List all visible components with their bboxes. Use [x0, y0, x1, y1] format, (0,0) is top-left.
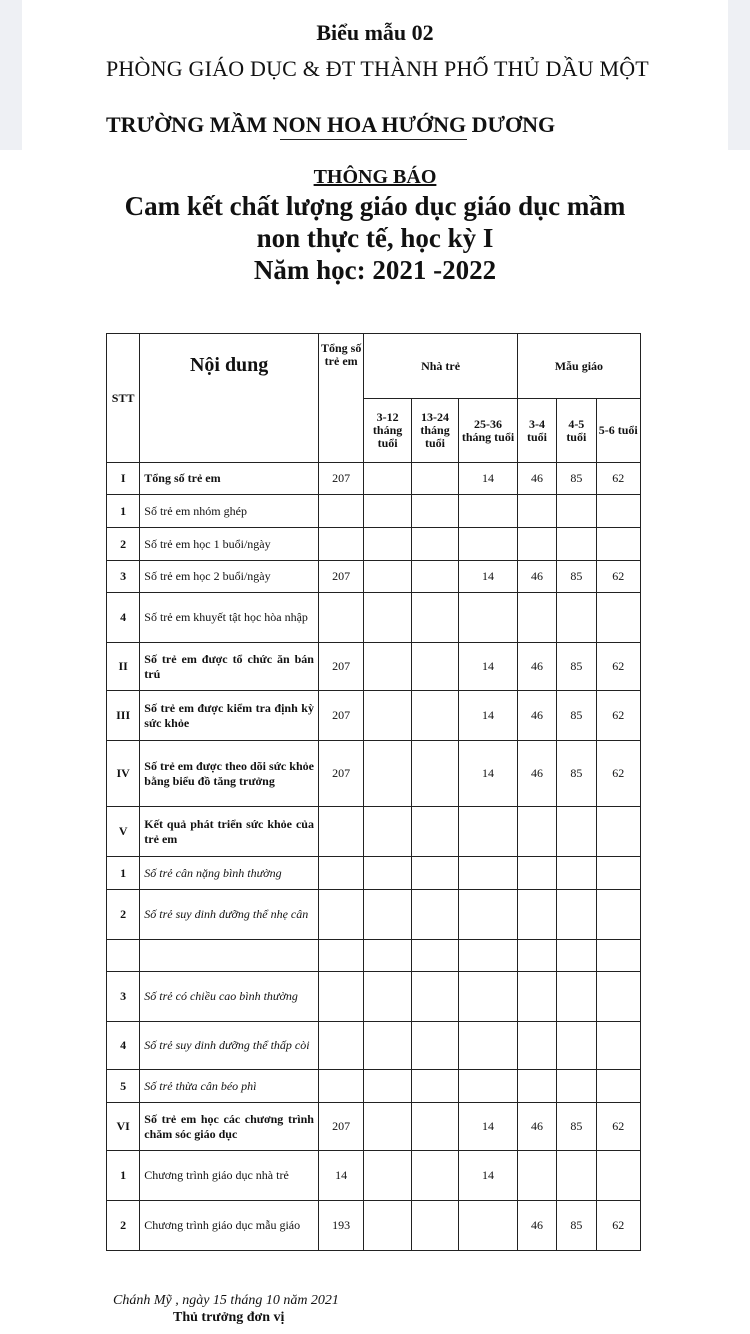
department-name: PHÒNG GIÁO DỤC & ĐT THÀNH PHỐ THỦ DẦU MỘT: [106, 56, 649, 81]
row-total: [318, 807, 363, 857]
table-row: [107, 561, 641, 593]
row-age-3-4: 46: [517, 643, 556, 691]
notice-label: THÔNG BÁO: [313, 166, 437, 188]
row-age-3-4: [517, 528, 556, 561]
header-underline: [280, 139, 467, 140]
row-age-5-6: 62: [596, 463, 641, 495]
row-content: Số trẻ em học 2 buổi/ngày: [140, 561, 319, 593]
row-stt: 2: [107, 890, 140, 940]
signature-date: Chánh Mỹ , ngày 15 tháng 10 năm 2021: [113, 1293, 339, 1308]
row-age-5-6: [596, 1070, 641, 1103]
header-content: Nội dung: [140, 334, 319, 463]
row-total: 207: [318, 561, 363, 593]
row-age-13-24: [411, 643, 458, 691]
title-line-3: Năm học: 2021 -2022: [253, 255, 497, 285]
row-content: Chương trình giáo dục mẫu giáo: [140, 1201, 319, 1251]
page-margin-right: [728, 150, 750, 1334]
row-stt: 4: [107, 1022, 140, 1070]
row-total: [318, 593, 363, 643]
row-total: [318, 1022, 363, 1070]
row-age-5-6: [596, 940, 641, 972]
row-age-3-4: [517, 857, 556, 890]
row-age-5-6: [596, 495, 641, 528]
row-age-25-36: [459, 807, 518, 857]
row-age-3-12: [364, 857, 411, 890]
row-stt: 2: [107, 528, 140, 561]
table-row: [107, 495, 641, 528]
row-age-25-36: [459, 528, 518, 561]
row-age-3-4: [517, 890, 556, 940]
table-row: [107, 741, 641, 807]
row-age-3-12: [364, 495, 411, 528]
row-age-25-36: [459, 940, 518, 972]
row-age-3-12: [364, 807, 411, 857]
row-age-13-24: [411, 495, 458, 528]
row-age-5-6: 62: [596, 1103, 641, 1151]
row-age-3-12: [364, 890, 411, 940]
header-age-25-36: 25-36 tháng tuổi: [459, 399, 518, 463]
row-age-3-12: [364, 643, 411, 691]
table-row: [107, 593, 641, 643]
row-content: Số trẻ em học các chương trình chăm sóc giáo dục: [140, 1103, 319, 1151]
row-age-4-5: 85: [557, 1201, 596, 1251]
row-total: [318, 1070, 363, 1103]
row-age-3-4: 46: [517, 463, 556, 495]
row-age-3-12: [364, 1201, 411, 1251]
row-age-4-5: 85: [557, 1103, 596, 1151]
row-content: [140, 940, 319, 972]
row-total: [318, 972, 363, 1022]
header-age-13-24: 13-24 tháng tuổi: [411, 399, 458, 463]
row-age-5-6: [596, 857, 641, 890]
row-age-5-6: [596, 528, 641, 561]
school-name: TRƯỜNG MẦM NON HOA HƯỚNG DƯƠNG: [106, 112, 556, 137]
table-row: [107, 1103, 641, 1151]
row-age-4-5: [557, 940, 596, 972]
row-content: Số trẻ em nhóm ghép: [140, 495, 319, 528]
row-age-25-36: 14: [459, 1103, 518, 1151]
title-line-2: non thực tế, học kỳ I: [256, 223, 494, 253]
row-age-3-12: [364, 463, 411, 495]
row-stt: IV: [107, 741, 140, 807]
row-content: Số trẻ em được theo dõi sức khỏe bằng biểu đồ tăng trưởng: [140, 741, 319, 807]
row-age-4-5: [557, 495, 596, 528]
row-age-3-12: [364, 691, 411, 741]
row-stt: II: [107, 643, 140, 691]
row-total: 14: [318, 1151, 363, 1201]
row-age-13-24: [411, 1201, 458, 1251]
row-total: 207: [318, 643, 363, 691]
row-age-4-5: 85: [557, 643, 596, 691]
row-age-3-4: [517, 593, 556, 643]
row-age-3-4: [517, 807, 556, 857]
table-row: [107, 972, 641, 1022]
row-age-3-4: [517, 1022, 556, 1070]
table-row: [107, 528, 641, 561]
row-stt: III: [107, 691, 140, 741]
quality-table: [106, 333, 641, 1251]
row-content: Số trẻ em học 1 buổi/ngày: [140, 528, 319, 561]
row-stt: V: [107, 807, 140, 857]
row-stt: 5: [107, 1070, 140, 1103]
table-row: [107, 1070, 641, 1103]
row-age-3-4: [517, 972, 556, 1022]
row-stt: [107, 940, 140, 972]
row-age-4-5: [557, 528, 596, 561]
row-age-13-24: [411, 593, 458, 643]
row-age-25-36: [459, 1070, 518, 1103]
row-total: 207: [318, 691, 363, 741]
row-age-3-4: [517, 940, 556, 972]
row-age-4-5: [557, 1151, 596, 1201]
row-age-25-36: 14: [459, 691, 518, 741]
header-age-3-4: 3-4 tuổi: [517, 399, 556, 463]
row-age-25-36: 14: [459, 561, 518, 593]
table-row: [107, 463, 641, 495]
row-age-13-24: [411, 1103, 458, 1151]
row-content: Số trẻ cân nặng bình thường: [140, 857, 319, 890]
row-total: [318, 890, 363, 940]
row-content: Số trẻ em khuyết tật học hòa nhập: [140, 593, 319, 643]
row-age-3-12: [364, 940, 411, 972]
row-age-25-36: [459, 890, 518, 940]
row-age-3-12: [364, 1151, 411, 1201]
row-content: Chương trình giáo dục nhà trẻ: [140, 1151, 319, 1201]
row-total: 207: [318, 741, 363, 807]
row-age-4-5: [557, 890, 596, 940]
row-stt: 1: [107, 857, 140, 890]
row-stt: VI: [107, 1103, 140, 1151]
row-age-13-24: [411, 561, 458, 593]
row-age-5-6: 62: [596, 561, 641, 593]
row-total: 207: [318, 463, 363, 495]
row-age-4-5: 85: [557, 463, 596, 495]
row-age-3-12: [364, 561, 411, 593]
row-age-13-24: [411, 1151, 458, 1201]
row-age-3-4: [517, 1070, 556, 1103]
header-age-3-12: 3-12 tháng tuổi: [364, 399, 411, 463]
row-stt: 2: [107, 1201, 140, 1251]
row-age-4-5: [557, 1022, 596, 1070]
row-age-25-36: 14: [459, 1151, 518, 1201]
row-content: Số trẻ thừa cân béo phì: [140, 1070, 319, 1103]
row-content: Số trẻ em được kiểm tra định kỳ sức khỏe: [140, 691, 319, 741]
row-age-3-4: 46: [517, 741, 556, 807]
row-total: 207: [318, 1103, 363, 1151]
row-content: Số trẻ em được tổ chức ăn bán trú: [140, 643, 319, 691]
row-age-5-6: [596, 1022, 641, 1070]
row-age-4-5: [557, 972, 596, 1022]
row-age-13-24: [411, 463, 458, 495]
row-age-13-24: [411, 528, 458, 561]
row-age-5-6: 62: [596, 643, 641, 691]
table-row: [107, 1151, 641, 1201]
row-stt: 3: [107, 972, 140, 1022]
row-age-13-24: [411, 1022, 458, 1070]
row-age-3-4: 46: [517, 561, 556, 593]
row-age-25-36: [459, 495, 518, 528]
row-age-25-36: [459, 593, 518, 643]
header-age-4-5: 4-5 tuổi: [557, 399, 596, 463]
row-age-4-5: 85: [557, 561, 596, 593]
row-age-3-4: [517, 1151, 556, 1201]
row-age-5-6: 62: [596, 1201, 641, 1251]
header-nursery: Nhà trẻ: [364, 334, 517, 399]
table-row: [107, 890, 641, 940]
row-age-13-24: [411, 807, 458, 857]
row-age-13-24: [411, 691, 458, 741]
row-age-4-5: [557, 807, 596, 857]
row-age-3-4: 46: [517, 1103, 556, 1151]
row-age-25-36: 14: [459, 741, 518, 807]
table-row: [107, 1022, 641, 1070]
header-total: Tổng số trẻ em: [318, 334, 363, 463]
table-header-row: [107, 334, 641, 399]
row-age-25-36: 14: [459, 463, 518, 495]
row-age-13-24: [411, 972, 458, 1022]
row-age-13-24: [411, 741, 458, 807]
row-age-3-4: [517, 495, 556, 528]
row-age-25-36: [459, 972, 518, 1022]
row-total: 193: [318, 1201, 363, 1251]
row-age-3-12: [364, 1103, 411, 1151]
row-age-5-6: [596, 807, 641, 857]
row-stt: 1: [107, 495, 140, 528]
row-age-13-24: [411, 940, 458, 972]
signer-title: Thủ trưởng đơn vị: [173, 1310, 285, 1325]
row-age-25-36: [459, 857, 518, 890]
row-age-5-6: [596, 1151, 641, 1201]
table-row: [107, 643, 641, 691]
row-total: [318, 940, 363, 972]
row-stt: 3: [107, 561, 140, 593]
table-row: [107, 807, 641, 857]
header-stt: STT: [107, 334, 140, 463]
row-age-3-12: [364, 1022, 411, 1070]
row-content: Số trẻ có chiều cao bình thường: [140, 972, 319, 1022]
row-age-3-4: 46: [517, 1201, 556, 1251]
document-title: [0, 190, 750, 286]
header-age-5-6: 5-6 tuổi: [596, 399, 641, 463]
row-age-25-36: 14: [459, 643, 518, 691]
row-age-3-4: 46: [517, 691, 556, 741]
header-kindergarten: Mẫu giáo: [517, 334, 640, 399]
table-row: [107, 857, 641, 890]
row-content: Tổng số trẻ em: [140, 463, 319, 495]
row-age-5-6: [596, 972, 641, 1022]
row-age-3-12: [364, 741, 411, 807]
row-stt: 1: [107, 1151, 140, 1201]
form-number: Biểu mẫu 02: [316, 20, 434, 45]
row-age-3-12: [364, 593, 411, 643]
row-content: Số trẻ suy dinh dưỡng thể nhẹ cân: [140, 890, 319, 940]
row-age-13-24: [411, 857, 458, 890]
row-age-3-12: [364, 972, 411, 1022]
row-age-25-36: [459, 1022, 518, 1070]
row-age-4-5: [557, 857, 596, 890]
row-age-3-12: [364, 1070, 411, 1103]
row-age-25-36: [459, 1201, 518, 1251]
row-age-5-6: [596, 890, 641, 940]
row-total: [318, 857, 363, 890]
row-age-5-6: 62: [596, 741, 641, 807]
row-content: Kết quả phát triển sức khỏe của trẻ em: [140, 807, 319, 857]
title-line-1: Cam kết chất lượng giáo dục giáo dục mầm: [124, 191, 626, 221]
row-age-4-5: [557, 1070, 596, 1103]
row-age-4-5: [557, 593, 596, 643]
row-age-13-24: [411, 890, 458, 940]
page-margin-left: [0, 150, 22, 1334]
table-row: [107, 691, 641, 741]
row-age-4-5: 85: [557, 691, 596, 741]
table-row: [107, 940, 641, 972]
row-age-5-6: [596, 593, 641, 643]
row-stt: I: [107, 463, 140, 495]
row-age-4-5: 85: [557, 741, 596, 807]
row-age-3-12: [364, 528, 411, 561]
row-stt: 4: [107, 593, 140, 643]
row-age-5-6: 62: [596, 691, 641, 741]
row-age-13-24: [411, 1070, 458, 1103]
row-content: Số trẻ suy dinh dưỡng thể thấp còi: [140, 1022, 319, 1070]
table-row: [107, 1201, 641, 1251]
row-total: [318, 495, 363, 528]
row-total: [318, 528, 363, 561]
